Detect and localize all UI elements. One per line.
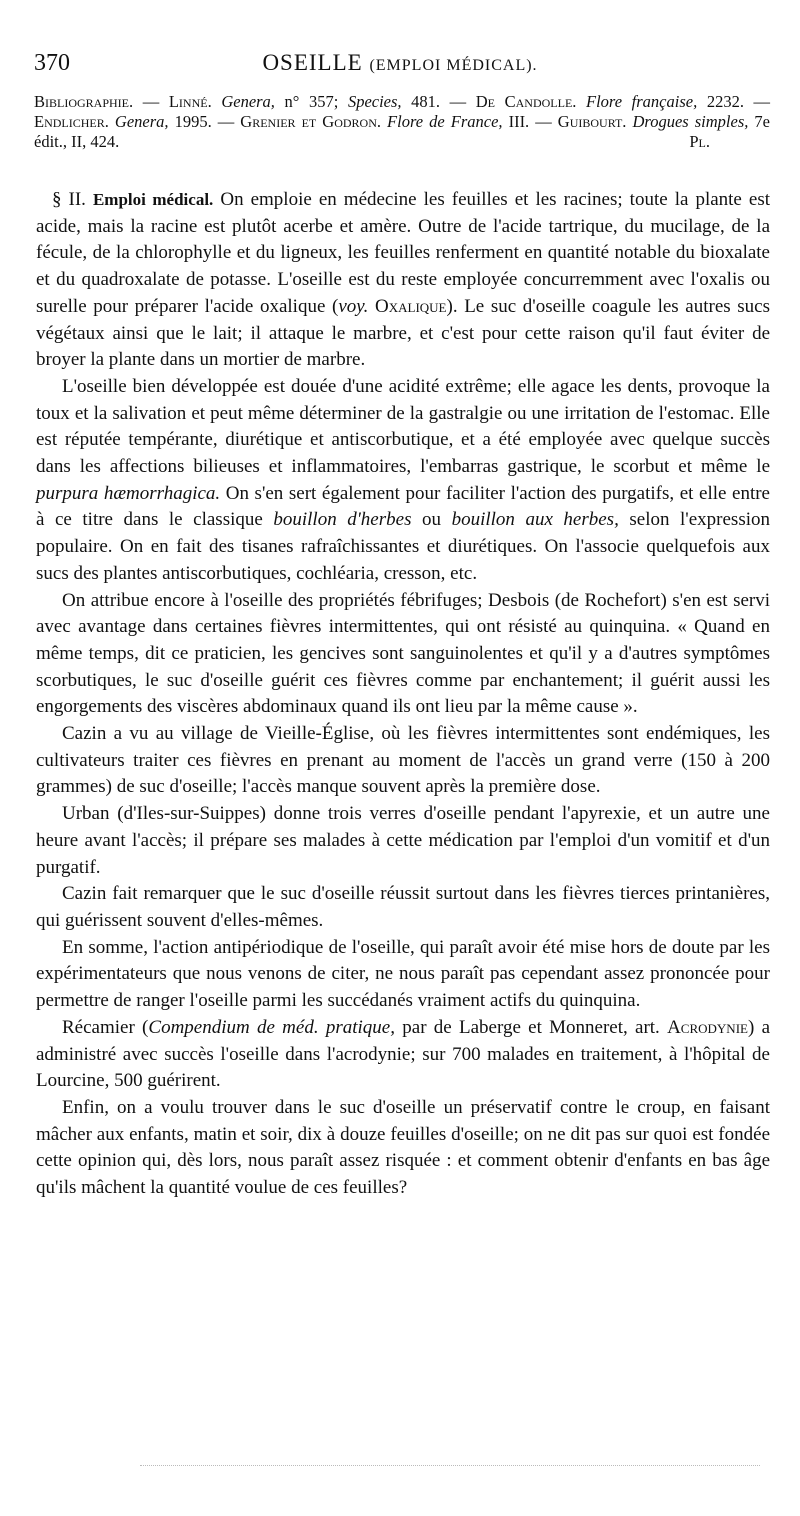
running-title <box>34 50 766 76</box>
paragraph-text: ) a administré avec succès l'oseille dans l'acrodynie; sur 700 malades en traitement, à l'hôpital de Lourcine, 500 guérirent. <box>36 1016 770 1092</box>
biblio-title: Genera, <box>114 112 169 131</box>
paragraph-text: On s'en sert également pour faciliter l'action des purgatifs, et elle entre à ce titre dans le classique <box>36 482 770 531</box>
biblio-ref: 2232. <box>706 92 744 111</box>
page-header <box>34 50 766 80</box>
paragraph-7: En somme, l'action antipériodique de l'oseille, qui paraît avoir été mise hors de doute par les expérimentateurs que nous venons de citer, ne nous paraît pas cependant assez prononcée pour permettre de ranger l'oseille parmi les succédanés vraiment actifs du quinquina. <box>36 936 770 1012</box>
paragraph-text: Récamier ( <box>62 1016 149 1038</box>
paragraph-5: Urban (d'Iles-sur-Suippes) donne trois verres d'oseille pendant l'apyrexie, et un autre une heure avant l'accès; il prépare ses malades à cette médication par l'emploi d'un vomitif et d'un purgatif. <box>36 803 770 878</box>
biblio-ref: n° 357; <box>284 92 339 111</box>
paragraph-8 <box>36 1015 770 1095</box>
page-number: 370 <box>34 50 70 76</box>
paragraph-text: par de Laberge et Monneret, art. <box>395 1016 668 1038</box>
section-heading: Emploi médical. <box>92 190 214 209</box>
paragraph-6: Cazin fait remarquer que le suc d'oseille réussit surtout dans les fièvres tierces printanières, qui guérissent souvent d'elles-mêmes. <box>36 883 770 931</box>
italic-term: purpura hæmorrhagica. <box>36 482 221 504</box>
biblio-title: Genera, <box>221 92 275 111</box>
paragraph-4: Cazin a vu au village de Vieille-Église, où les fièvres intermittentes sont endémiques, les cultivateurs traiter ces fièvres en prenant au moment de l'accès un grand verre (150 à 200 grammes) de suc d'oseille; l'accès manque souvent après la première dose. <box>36 723 770 798</box>
paragraph-text: On emploie en médecine les feuilles et les racines; toute la plante est acide, mais la racine est plutôt acerbe et amère. Outre de l'acide tartrique, du mucilage, de la fécule, de la chlorophylle et du ligneux, les feuilles renferment en quantité notable du bioxalate et du quadroxalate de potasse. L'oseille est du reste employée concurremment avec l'oxalis ou surelle pour préparer l'acide oxalique ( <box>36 189 771 317</box>
biblio-title: Drogues simples, <box>632 112 749 131</box>
biblio-ref: 481. <box>411 92 441 111</box>
paragraph-3: On attribue encore à l'oseille des propriétés fébrifuges; Desbois (de Rochefort) s'en est servi avec avantage dans certaines fièvres intermittentes, qui ont résisté au quinquina. « Quand en même temps, dit ce praticien, les gencives sont sanguinolentes et qu'il y a d'autres symptômes scorbutiques, le suc d'oseille guérit ces fièvres comme par enchantement; il guérit aussi les engorgements des viscères abdominaux quand ils ont lieu par la même cause ». <box>36 589 770 718</box>
biblio-ref: 7e édit., II, 424. <box>34 112 770 151</box>
cross-ref-acrodynie: Acrodynie <box>667 1016 748 1038</box>
paragraph-2 <box>36 374 770 588</box>
running-title-sub: (EMPLOI MÉDICAL). <box>369 57 538 74</box>
cross-ref-voy: voy. <box>338 295 369 317</box>
paragraph-9: Enfin, on a voulu trouver dans le suc d'oseille un préservatif contre le croup, en faisant mâcher aux enfants, matin et soir, dix à douze feuilles d'oseille; on ne dit pas sur quoi est fondée cette opinion qui, dès lors, nous paraît assez risquée : et comment obtenir d'enfants en bas âge qu'ils mâchent la quantité voulue de ces feuilles? <box>36 1096 770 1199</box>
biblio-ref: 1995. <box>174 112 212 131</box>
paragraph-text: ou <box>411 509 452 531</box>
biblio-title: Species, <box>347 92 402 111</box>
bibliography: Bibliographie. — Linné. Genera, n° 357; Species, 481. — De Candolle. Flore française, 2232. — Endlicher. Genera, 1995. — Grenier et Godron. Flore de France, III. — Guibourt. Drogues simples, 7e édit., II, 424. Pl. <box>34 92 771 151</box>
italic-term: bouillon d'herbes <box>273 509 412 531</box>
biblio-title: Flore française, <box>586 92 698 111</box>
paragraph-text: selon l'expression populaire. On en fait des tisanes rafraîchissantes et diurétiques. On l'associe quelquefois aux sucs des plantes antiscorbutiques, cochléaria, cresson, etc. <box>36 509 770 584</box>
biblio-ref: III. <box>508 112 530 131</box>
biblio-author: Grenier et Godron. <box>240 112 381 131</box>
cross-ref-oxalique: Oxalique <box>375 295 447 317</box>
biblio-title: Flore de France, <box>387 112 503 131</box>
paragraph-text: L'oseille bien développée est douée d'une acidité extrême; elle agace les dents, provoque la toux et la salivation et peut même déterminer de la gastralgie ou une irritation de l'estomac. Elle est réputée tempérante, diurétique et antiscorbutique, et a été employée avec quelque succès dans les affections bilieuses et inflammatoires, l'embarras gastrique, le scorbut et même le <box>36 375 770 478</box>
paragraph-1 <box>36 187 770 374</box>
biblio-author: Endlicher. <box>34 112 109 131</box>
biblio-author: Linné. <box>168 92 212 111</box>
author-signature: Pl. <box>689 132 710 151</box>
bibliography-label: Bibliographie. <box>34 92 134 111</box>
biblio-author: De Candolle. <box>475 92 577 111</box>
footer-rule <box>140 1465 760 1466</box>
running-title-main: OSEILLE <box>262 50 363 75</box>
italic-term: Compendium de méd. pratique, <box>148 1016 395 1038</box>
paragraph-text: ). Le suc d'oseille coagule les autres sucs végétaux ainsi que le lait; il attaque le marbre, et c'est pour cette raison qu'il faut éviter de broyer la plante dans un mortier de marbre. <box>36 295 770 371</box>
section-mark: § II. <box>52 189 86 210</box>
italic-term: bouillon aux herbes, <box>451 509 619 531</box>
article-body <box>36 187 770 1202</box>
biblio-author: Guibourt. <box>557 112 627 131</box>
